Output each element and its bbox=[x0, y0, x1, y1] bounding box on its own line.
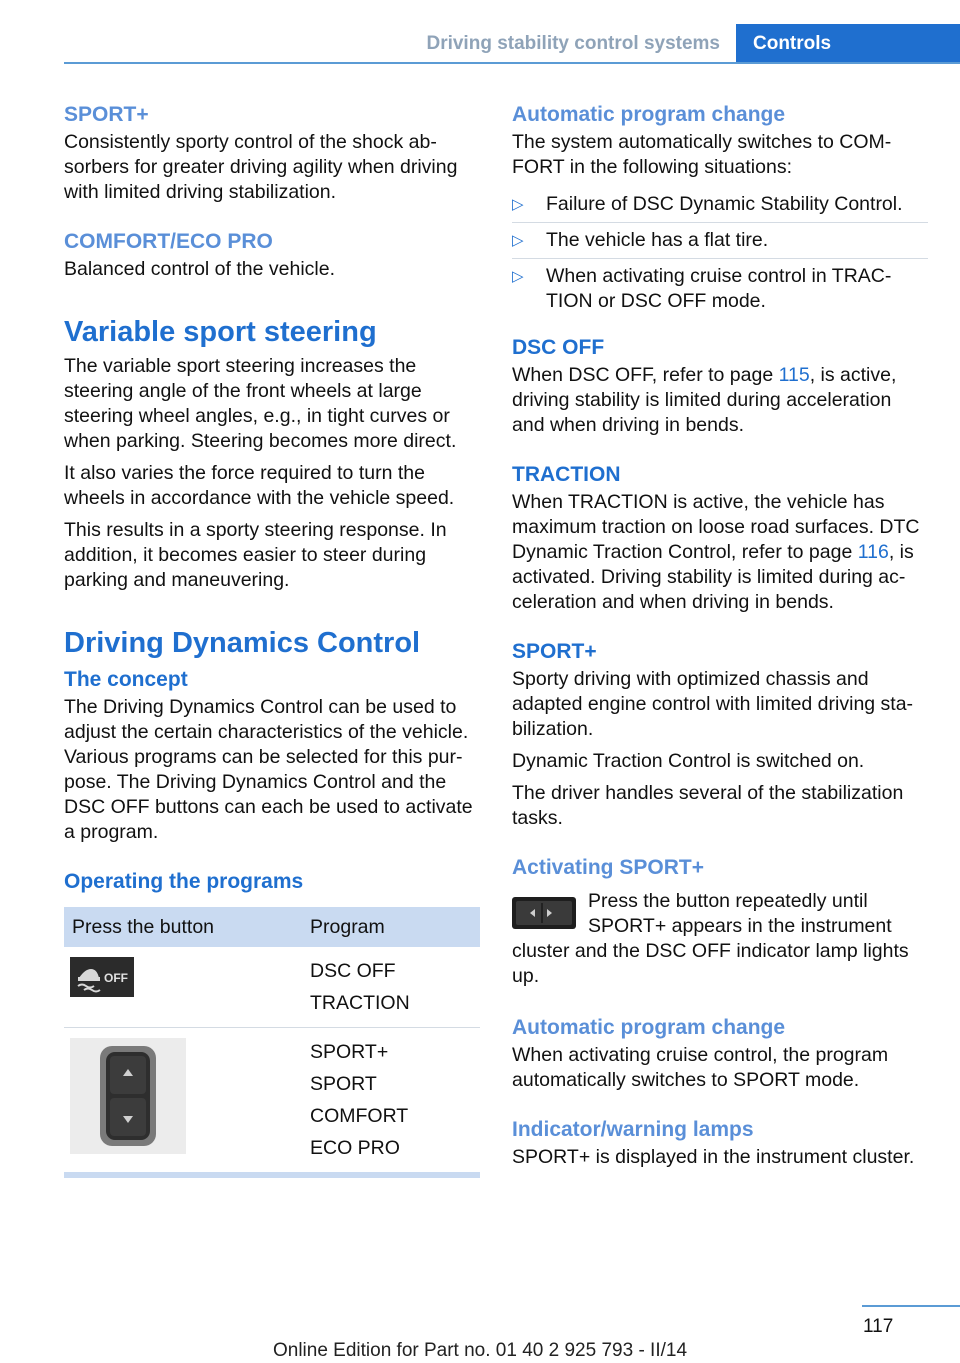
sport-plus-heading: SPORT+ bbox=[64, 103, 149, 126]
page-header bbox=[64, 24, 960, 64]
page-link-116[interactable]: 116 bbox=[857, 541, 889, 563]
program-sport-plus: SPORT+ bbox=[310, 1041, 389, 1063]
variable-steering-p3: This results in a sporty steering response. In addition, it becomes easier to steer during parking and maneuvering. bbox=[64, 519, 447, 591]
operating-heading: Operating the programs bbox=[64, 870, 304, 893]
activating-heading: Activating SPORT+ bbox=[512, 856, 704, 879]
table-row bbox=[64, 947, 480, 1028]
program-sport: SPORT bbox=[310, 1073, 377, 1095]
auto-change-list bbox=[512, 187, 928, 319]
traction-heading: TRACTION bbox=[512, 463, 621, 486]
concept-heading: The concept bbox=[64, 668, 188, 691]
dsc-off-heading: DSC OFF bbox=[512, 336, 605, 359]
table-header-button: Press the button bbox=[64, 907, 302, 947]
sport-plus-p3: The driver handles several of the stabilization tasks. bbox=[512, 782, 904, 829]
dsc-off-text: When DSC OFF, refer to page 115, is active, driving stability is limited during acceleration and when driving in bends. bbox=[512, 364, 897, 436]
program-comfort: COMFORT bbox=[310, 1105, 409, 1127]
dsc-off-button-image bbox=[70, 957, 134, 997]
concept-text: The Driving Dynamics Control can be used to adjust the certain characteristics of the vehicle. Various programs can be selected for this pur- pose. The Driving Dynamics Control and the DSC OFF buttons can each be used to activate a program. bbox=[64, 696, 473, 843]
triangle-bullet-icon: ▷ bbox=[512, 196, 524, 213]
comfort-eco-text: Balanced control of the vehicle. bbox=[64, 258, 336, 280]
program-eco-pro: ECO PRO bbox=[310, 1137, 400, 1159]
variable-steering-title: Variable sport steering bbox=[64, 316, 377, 348]
dsc-off-label: OFF bbox=[104, 971, 128, 985]
right-column bbox=[512, 100, 928, 1177]
table-header-row bbox=[64, 907, 480, 947]
auto-change-heading-2: Automatic program change bbox=[512, 1016, 786, 1039]
left-column bbox=[64, 100, 480, 1178]
indicator-text: SPORT+ is displayed in the instrument cluster. bbox=[512, 1146, 915, 1168]
page-link-115[interactable]: 115 bbox=[778, 364, 810, 386]
chapter-tab: Controls bbox=[736, 24, 960, 62]
triangle-bullet-icon: ▷ bbox=[512, 268, 524, 285]
ddc-title: Driving Dynamics Control bbox=[64, 627, 421, 659]
sport-plus-p1: Sporty driving with optimized chassis and adapted engine control with limited driving sta- bilization. bbox=[512, 668, 914, 740]
program-traction: TRACTION bbox=[310, 992, 410, 1014]
sport-plus-p2: Dynamic Traction Control is switched on. bbox=[512, 750, 865, 772]
traction-text: When TRACTION is active, the vehicle has maximum traction on loose road surfaces. DTC Dynamic Traction Control, refer to page 116, is activated. Driving stability is limited during ac- celeration and when driving in bends. bbox=[512, 491, 920, 613]
triangle-bullet-icon: ▷ bbox=[512, 232, 524, 249]
activating-text: Press the button repeatedly until SPORT+ appears in the instrument cluster and the DSC OFF indicator lamp lights up. bbox=[512, 890, 909, 987]
variable-steering-p1: The variable sport steering increases the steering angle of the front wheels at large steering wheel angles, e.g., in tight curves or when parking. Steering becomes more direct. bbox=[64, 355, 457, 452]
table-header-program: Program bbox=[302, 907, 480, 947]
rocker-switch-icon bbox=[70, 1038, 186, 1154]
auto-change-heading: Automatic program change bbox=[512, 103, 786, 126]
variable-steering-p2: It also varies the force required to turn the wheels in accordance with the vehicle speed. bbox=[64, 462, 455, 509]
driving-dynamics-button-image bbox=[512, 895, 576, 931]
sport-plus-heading-right: SPORT+ bbox=[512, 640, 597, 663]
page-number: 117 bbox=[863, 1316, 894, 1337]
list-item: ▷ Failure of DSC Dynamic Stability Control. bbox=[512, 187, 928, 223]
list-item: ▷ When activating cruise control in TRAC- TION or DSC OFF mode. bbox=[512, 265, 892, 312]
programs-table bbox=[64, 907, 480, 1178]
edition-footer: Online Edition for Part no. 01 40 2 925 793 - II/14 bbox=[272, 1340, 688, 1361]
program-dsc-off: DSC OFF bbox=[310, 960, 396, 982]
sport-plus-text: Consistently sporty control of the shock ab- sorbers for greater driving agility when driving with limited driving stabilization. bbox=[64, 131, 458, 203]
rocker-switch-image bbox=[70, 1038, 186, 1154]
section-title: Driving stability control systems bbox=[426, 33, 720, 54]
dsc-car-skid-icon bbox=[70, 957, 134, 997]
indicator-heading: Indicator/warning lamps bbox=[512, 1118, 754, 1141]
auto-change-text: The system automatically switches to COM- FORT in the following situations: bbox=[512, 131, 892, 178]
list-item: ▷ The vehicle has a flat tire. bbox=[512, 223, 928, 259]
auto-change-text-2: When activating cruise control, the program automatically switches to SPORT mode. bbox=[512, 1044, 889, 1091]
comfort-eco-heading: COMFORT/ECO PRO bbox=[64, 230, 273, 253]
rocker-switch-side-icon bbox=[512, 895, 576, 931]
footer-rule bbox=[862, 1305, 960, 1307]
table-row bbox=[64, 1028, 480, 1176]
